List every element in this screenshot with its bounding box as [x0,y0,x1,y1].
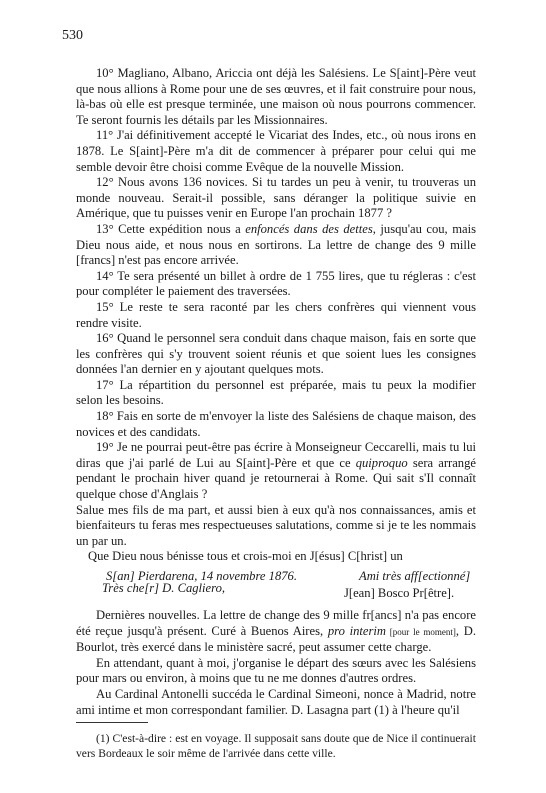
paragraph-13-end: , jusqu'au cou, mais Dieu nous aide, et nous nous en sortirons. La lettre de change des 9 mille [francs] n'est pas encore arrivée. [76,221,476,268]
salue-paragraph: Salue mes fils de ma part, et aussi bien à eux qu'à nos connaissances, amis et bienfaiteurs tu feras mes respectueuses salutations, comme si je te les nommais un par un. [76,502,476,548]
paragraph-12: 12° Nous avons 136 novices. Si tu tardes un peu à venir, tu trouveras un monde nouveau. Serait-il possible, sans déranger la politique suivie en Amérique, que tu puisses venir en Europe l'an prochain 1877 ? [76,175,476,221]
letter-two-paragraph-1 [76,608,476,656]
paragraph-18: 18° Fais en sorte de m'envoyer la liste des Salésiens de chaque maison, des novices et des candidats. [76,409,476,439]
paragraph-13-start: 13° Cette expédition nous a [96,221,246,236]
letter-two-p1-start: Dernières nouvelles. La lettre de change des 9 mille fr[ancs] n'a pas encore été reçue jusqu'à présent. Curé à Buenos Aires, [76,608,476,638]
paragraph-13-italic: enfoncés dans des dettes [245,221,373,236]
paragraph-19 [76,440,476,502]
paragraph-13 [76,222,476,269]
paragraph-19-start: 19° Je ne pourrai peut-être pas écrire à Monseigneur Ceccarelli, mais tu lui diras que j'ai parlé de Lui au S[aint]-Père et que ce [76,440,476,470]
paragraph-10: 10° Magliano, Albano, Ariccia ont déjà les Salésiens. Le S[aint]-Père veut que nous allions à Rome pour une de ses œuvres, et il fait construire pour nous, là-bas où elle est presque terminée, une maison où nous pourrons commencer. Te seront fournis les détails par les Missionnaires. [76,66,476,127]
paragraph-19-end: sera arrangé pendant le prochain hiver quand je retournerai à Rome. Qui sait s'Il connaît quelque chose d'Anglais ? [76,455,476,502]
letter-two-p1-bracket: [pour le moment] [385,626,456,637]
signature: J[ean] Bosco Pr[être]. [344,586,455,600]
paragraph-14: 14° Te sera présenté un billet à ordre de 1 755 lires, que tu régleras : c'est pour compléter le paiement des traversées. [76,268,476,299]
letter-two-body [76,608,476,718]
letter-two-paragraph-2: En attendant, quant à moi, j'organise le départ des sœurs avec les Salésiens pour mars ou environ, à moins que tu ne me donnes d'autres ordres. [76,655,476,686]
place-date: S[an] Pierdarena, 14 novembre 1876. [106,569,297,583]
paragraph-19-italic: quiproquo [355,455,408,470]
paragraph-15: 15° Le reste te sera raconté par les chers confrères qui viennent vous rendre visite. [76,299,476,330]
salutation-cagliero: Très che[r] D. Cagliero, [102,581,226,595]
letter-two-paragraph-3: Au Cardinal Antonelli succéda le Cardinal Simeoni, nonce à Madrid, notre ami intime et mon correspondant familier. D. Lasagna part (1) à l'heure qu'il [76,686,476,717]
paragraph-11: 11° J'ai définitivement accepté le Vicariat des Indes, etc., où nous irons en 1878. Le S[aint]-Père m'a dit de commencer à préparer pour celui qui me semble devoir être choisi comme Evêque de la nouvelle Mission. [76,128,476,174]
letter-one-body [76,66,476,603]
paragraph-16: 16° Quand le personnel sera conduit dans chaque maison, fais en sorte que les confrères qui s'y trouvent soient réunis et que soient lues les consignes données l'an dernier en y ajoutant quelques mots. [76,331,476,377]
page-number: 530 [62,28,83,43]
footnote-divider [76,722,148,723]
closing: Ami très aff[ectionné] [359,569,471,583]
paragraph-17: 17° La répartition du personnel est préparée, mais tu peux la modifier selon les besoins. [76,377,476,408]
benediction-line: Que Dieu nous bénisse tous et crois-moi en J[ésus] C[hrist] un [88,549,403,564]
letter-two-p1-end: , D. Bourlot, très exercé dans le ministère sacré, peut assumer cette charge. [76,623,477,655]
footnote: (1) C'est-à-dire : est en voyage. Il supposait sans doute que de Nice il continuerait vers Bordeaux le soir même de l'arrivée dans cette ville. [76,732,476,760]
letter-two-p1-italic: pro interim [327,623,386,638]
